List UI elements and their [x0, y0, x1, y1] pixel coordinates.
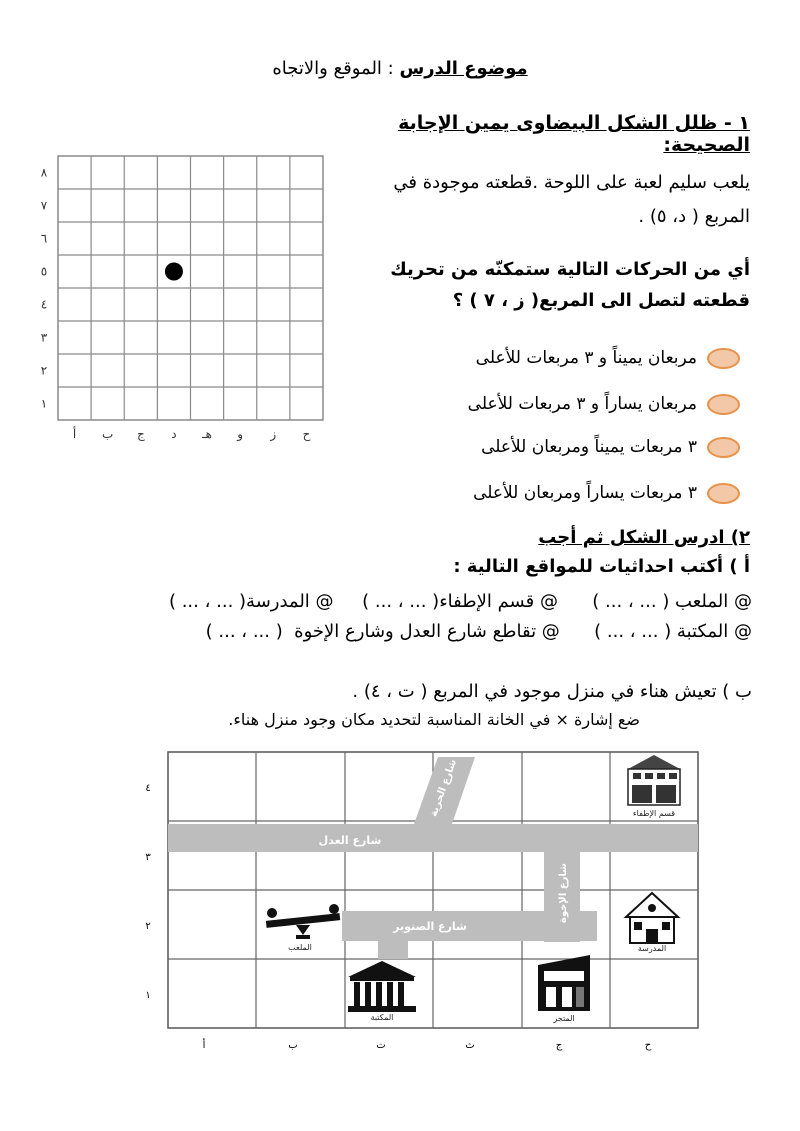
street-sanawbar-stub: [378, 941, 408, 959]
grid-row-label: ٥: [40, 264, 48, 279]
option-4-text: ٣ مربعات يساراً ومربعان للأعلى: [473, 483, 697, 503]
q2-map: [120, 745, 720, 1065]
map-row-label: ٣: [145, 852, 151, 863]
fire-station-label: قسم الإطفاء: [632, 809, 676, 818]
oval-radio-4[interactable]: [707, 483, 740, 504]
q1-grid: [30, 148, 330, 448]
option-1-text: مربعان يميناً و ٣ مربعات للأعلى: [475, 348, 697, 368]
q1-option-1[interactable]: [395, 343, 740, 373]
street-huriya-label: شارع الحرية: [428, 758, 460, 819]
q1-option-4[interactable]: [395, 478, 740, 508]
map-col-label: ح: [644, 1040, 652, 1051]
grid-row-label: ٢: [40, 363, 48, 378]
q2-part-b-line1: ب ) تعيش هناء في منزل موجود في المربع ( ت ، ٤) .: [352, 681, 752, 702]
map-col-label: ث: [465, 1040, 475, 1051]
q1-option-3[interactable]: [395, 432, 740, 462]
grid-row-label: ٦: [40, 231, 48, 246]
option-2-text: مربعان يساراً و ٣ مربعات للأعلى: [467, 394, 697, 414]
grid-row-label: ٤: [40, 297, 48, 312]
school-label: المدرسة: [637, 944, 667, 953]
title-label: موضوع الدرس: [399, 58, 528, 79]
q2-locations-line1: @ الملعب ( ... ، ... ) @ قسم الإطفاء( ... ، ... ) @ المدرسة( ... ، ... ): [168, 591, 752, 612]
map-row-label: ٤: [145, 783, 151, 794]
map-row-label: ٢: [145, 921, 151, 932]
grid-col-label: أ: [72, 427, 77, 441]
title-topic: الموقع والاتجاه: [272, 58, 382, 79]
grid-row-label: ٧: [40, 198, 48, 213]
q2-part-a: أ ) أكتب احداثيات للمواقع التالية :: [453, 556, 750, 577]
q1-question: [360, 254, 750, 316]
q1-para-line2: المربع ( د، ٥) .: [638, 206, 750, 227]
option-3-text: ٣ مربعات يميناً ومربعان للأعلى: [481, 437, 697, 457]
playground-label: الملعب: [288, 943, 312, 952]
grid-col-label: ب: [102, 427, 114, 441]
q2-heading: ٢) ادرس الشكل ثم أجب: [538, 527, 750, 548]
game-piece: [165, 263, 183, 281]
map-col-label: أ: [202, 1040, 206, 1051]
oval-radio-1[interactable]: [707, 348, 740, 369]
map-row-label: ١: [145, 990, 151, 1001]
map-col-label: ج: [555, 1040, 563, 1051]
grid-row-label: ١: [40, 396, 48, 411]
street-adl-label: شارع العدل: [318, 834, 382, 847]
map-col-label: ب: [288, 1040, 298, 1051]
q1-heading: ١ - ظلل الشكل البيضاوى يمين الإجابة الصحيحة:: [398, 112, 750, 156]
street-adl: [168, 824, 698, 852]
grid-col-label: هـ: [202, 427, 212, 441]
q2-part-b-line2: ضع إشارة × في الخانة المناسبة لتحديد مكان وجود منزل هناء.: [228, 710, 640, 729]
grid-col-label: و: [237, 427, 244, 441]
q2-locations-line2: @ المكتبة ( ... ، ... ) @ تقاطع شارع العدل وشارع الإخوة ( ... ، ... ): [205, 621, 752, 642]
grid-col-label: ج: [136, 427, 145, 441]
grid-row-label: ٣: [40, 330, 48, 345]
q1-question-line2: قطعته لتصل الى المربع( ز ، ٧ ) ؟: [452, 290, 750, 311]
q1-para-line1: يلعب سليم لعبة على اللوحة .قطعته موجودة في: [393, 172, 750, 193]
shop-label: المتجر: [553, 1014, 575, 1023]
grid-row-label: ٨: [40, 165, 48, 180]
oval-radio-2[interactable]: [707, 394, 740, 415]
q1-option-2[interactable]: [395, 389, 740, 419]
grid-col-label: ز: [270, 427, 277, 441]
title-separator: :: [381, 58, 400, 79]
grid-col-label: ح: [302, 427, 311, 441]
grid-col-label: د: [171, 427, 177, 441]
page-title: [250, 58, 550, 79]
q1-paragraph: [340, 166, 750, 234]
map-col-label: ت: [376, 1040, 386, 1051]
q1-question-line1: أي من الحركات التالية ستمكنّه من تحريك: [390, 259, 750, 280]
library-label: المكتبة: [370, 1013, 394, 1022]
oval-radio-3[interactable]: [707, 437, 740, 458]
street-sanawbar-label: شارع الصنوبر: [393, 920, 467, 933]
street-ikhwa-label: شارع الإخوة: [558, 863, 569, 923]
